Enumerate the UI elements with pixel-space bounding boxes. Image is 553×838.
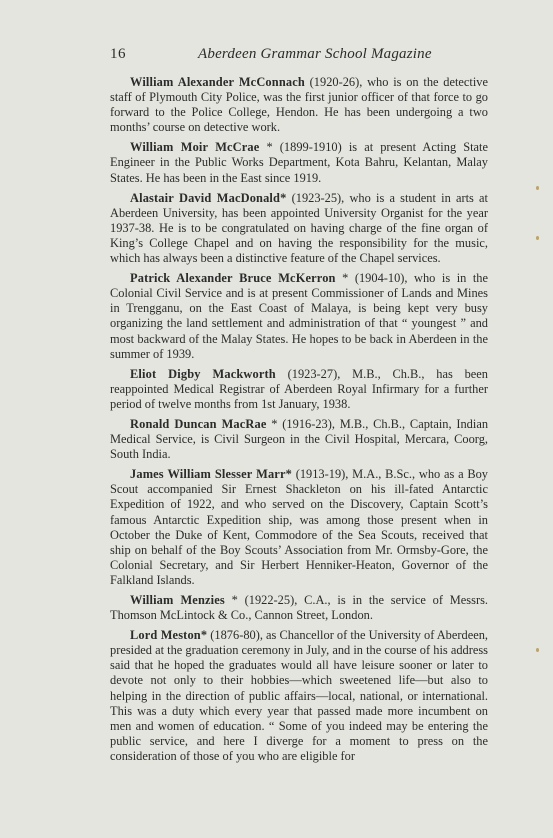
- page-number: 16: [110, 46, 126, 62]
- entry-text: * (1916-23), M.B., Ch.B., Captain, Indian Medical Service, is Civil Surgeon in the Civil Hospital, Mercara, Coorg, South India.: [110, 416, 489, 462]
- entry-name: William Moir McCrae: [130, 140, 260, 155]
- entry-name: James William Slesser Marr*: [130, 467, 292, 482]
- entry-name: Patrick Alexander Bruce McKerron: [130, 271, 336, 286]
- entry-text: (1920-26), who is on the detective staff of Plymouth City Police, was the first junior officer of that force to go forward to the Police College, Hendon. He has been undergoing a two months’ course on detective work.: [110, 75, 488, 135]
- entry-name: Eliot Digby Mackworth: [130, 366, 276, 381]
- entry-name: William Menzies: [130, 593, 225, 607]
- entry-name: Alastair David MacDonald*: [130, 190, 287, 205]
- entry-marr: [110, 467, 488, 588]
- entry-menzies: [110, 593, 488, 623]
- running-title: Aberdeen Grammar School Magazine: [198, 46, 432, 62]
- entry-text: * (1922-25), C.A., is in the service of Messrs. Thomson McLintock & Co., Cannon Street, London.: [110, 593, 488, 623]
- entry-name: William Alexander McConnach: [130, 75, 305, 89]
- entry-text: * (1899-1910) is at present Acting State Engineer in the Public Works Department, Kota Bahru, Kelantan, Malay States. He has been in the East since 1919.: [110, 140, 488, 185]
- body-text: [110, 75, 488, 769]
- entry-macrae: [110, 417, 488, 462]
- entry-meston: [110, 628, 488, 764]
- page-header: [110, 46, 490, 68]
- entry-text: (1923-25), who is a student in arts at Aberdeen University, has been appointed University Organist for the year 1937-38. He is to be congratulated on having charge of the fine organ of King’s College Chapel and on having the responsibility for the music, which has always been a distinctive feature of the Chapel services.: [110, 190, 489, 266]
- paper-speck: [536, 648, 539, 652]
- paper-speck: [536, 186, 539, 190]
- entry-text: * (1904-10), who is in the Colonial Civil Service and is at present Commissioner of Lands and Mines in Trengganu, on the East Coast of Malaya, is being kept very busy organizing the land settlement and administration of that “ youngest ” and most backward of the Malay States. He hopes to be back in Aberdeen in the summer of 1939.: [110, 271, 488, 361]
- entry-mckerron: [110, 271, 488, 362]
- entry-mcconnach: [110, 75, 488, 135]
- entry-name: Lord Meston*: [130, 628, 208, 643]
- entry-text: (1923-27), M.B., Ch.B., has been reappointed Medical Registrar of Aberdeen Royal Infirmary for a further period of twelve months from 1st January, 1938.: [110, 366, 488, 411]
- entry-mccrae: [110, 140, 488, 185]
- paper-speck: [536, 236, 539, 240]
- entry-text: (1913-19), M.A., B.Sc., who as a Boy Scout accompanied Sir Ernest Shackleton on his ill-fated Antarctic Expedition of 1922, and who served on the Discovery, Captain Scott’s famous Antarctic Expedition ship, was among those present when in October the Duke of Kent, Commodore of the Sea Scouts, received that ship on behalf of the Boy Scouts’ Association from Mr. Ormsby-Gore, the Colonial Secretary, and Sir Herbert Henniker-Heaton, Governor of the Falkland Islands.: [110, 467, 488, 587]
- entry-text: (1876-80), as Chancellor of the University of Aberdeen, presided at the graduation ceremony in July, and in the course of his address said that he hoped the graduates would all have leisure sooner or later to devote not only to their hobbies—which sweetened life—but also to helping in the direction of public affairs—local, national, or international. This was a duty which every year that passed made more incumbent on men and women of education. “ Some of you indeed may be entering the public service, and here I diverge for a moment to press on the consideration of those of you who are eligible for: [110, 628, 488, 763]
- entry-macdonald: [110, 191, 488, 266]
- entry-mackworth: [110, 367, 488, 412]
- entry-name: Ronald Duncan MacRae: [130, 416, 267, 431]
